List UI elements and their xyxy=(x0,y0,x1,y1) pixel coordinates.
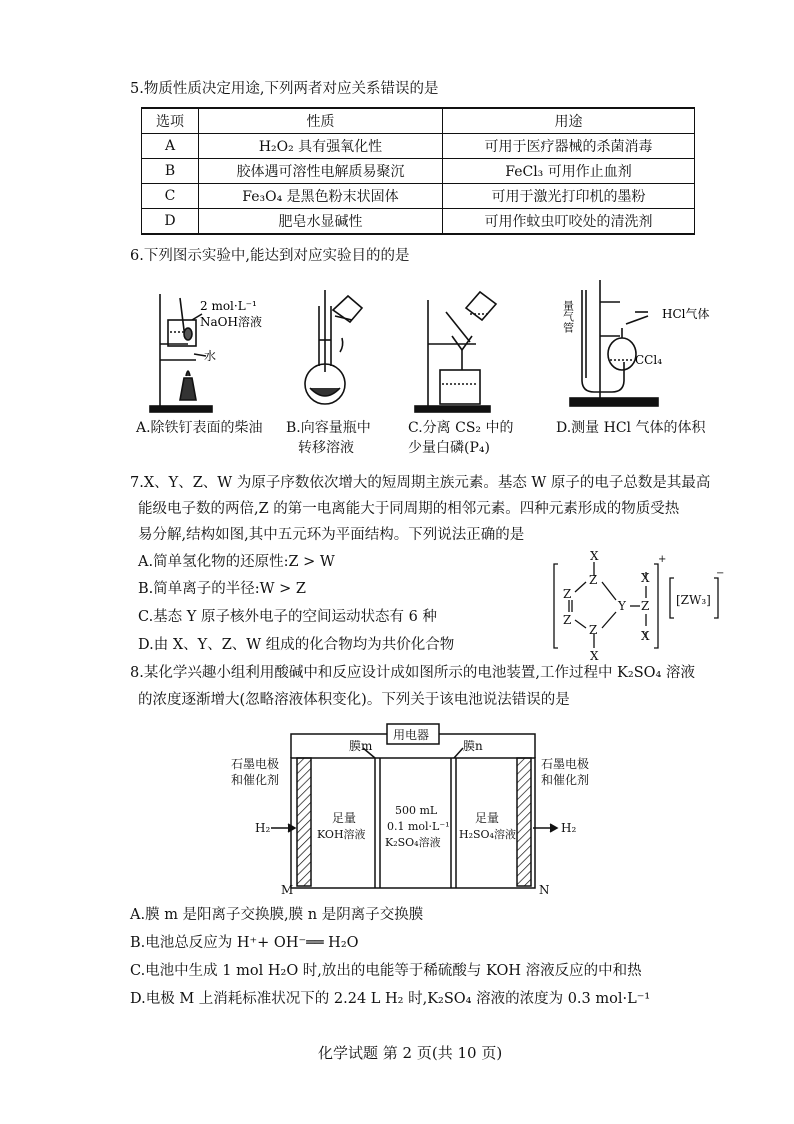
row-use: 可用于激光打印机的墨粉 xyxy=(443,184,695,209)
label-device: 用电器 xyxy=(393,728,430,742)
atom-z-left-bottom: Z xyxy=(563,613,572,627)
row-option: A xyxy=(142,134,199,159)
row-option: C xyxy=(142,184,199,209)
label-mid-solution-3: K₂SO₄溶液 xyxy=(385,836,441,849)
label-naoh-concentration: 2 mol·L⁻¹ xyxy=(200,299,257,313)
row-property: Fe₃O₄ 是黑色粉末状固体 xyxy=(199,184,443,209)
cation-charge: + xyxy=(658,554,667,565)
atom-x-top: X xyxy=(590,549,599,563)
atom-x-bottom: X xyxy=(590,649,599,663)
label-electrode-left-2: 和催化剂 xyxy=(231,773,280,787)
q7-option-c: C.基态 Y 原子核外电子的空间运动状态有 6 种 xyxy=(138,609,437,625)
q8-option-b: B.电池总反应为 H⁺+ OH⁻══ H₂O xyxy=(130,935,359,951)
q7-stem-line1: 7.X、Y、Z、W 为原子序数依次增大的短周期主族元素。基态 W 原子的电子总数是其最高 xyxy=(130,475,711,491)
caption-b-line1: B.向容量瓶中 xyxy=(286,420,371,436)
atom-z-bottom: Z xyxy=(589,623,598,637)
label-h2-out: H₂ xyxy=(561,821,577,835)
atom-z-left-top: Z xyxy=(563,587,572,601)
anion-formula: [ZW₃] xyxy=(676,593,711,607)
label-hcl-gas: HCl气体 xyxy=(662,307,710,321)
property-table xyxy=(141,107,695,235)
label-left-solution-2: KOH溶液 xyxy=(317,828,366,841)
q7-option-b: B.简单离子的半径:W > Z xyxy=(138,581,306,597)
label-h2-in: H₂ xyxy=(255,821,271,835)
label-right-solution-2: H₂SO₄溶液 xyxy=(459,828,516,841)
caption-a: A.除铁钉表面的柴油 xyxy=(136,420,263,436)
table-row xyxy=(142,134,695,159)
atom-z-top: Z xyxy=(589,573,598,587)
row-property: H₂O₂ 具有强氧化性 xyxy=(199,134,443,159)
header-option: 选项 xyxy=(142,108,199,134)
row-option: D xyxy=(142,209,199,235)
q5-stem: 5.物质性质决定用途,下列两者对应关系错误的是 xyxy=(130,81,439,97)
atom-y: Y xyxy=(618,599,626,613)
q8-option-c: C.电池中生成 1 mol H₂O 时,放出的电能等于稀硫酸与 KOH 溶液反应的中和热 xyxy=(130,963,642,979)
label-electrode-n: N xyxy=(539,883,550,897)
row-use: 可用作蚊虫叮咬处的清洗剂 xyxy=(443,209,695,235)
table-header-row xyxy=(142,108,695,134)
row-option: B xyxy=(142,159,199,184)
row-use: FeCl₃ 可用作止血剂 xyxy=(443,159,695,184)
label-left-solution-1: 足量 xyxy=(332,811,357,825)
q7-structure-figure xyxy=(550,548,725,668)
apparatus-d-illustration xyxy=(570,280,658,406)
q8-stem-line2: 的浓度逐渐增大(忽略溶液体积变化)。下列关于该电池说法错误的是 xyxy=(138,692,570,708)
anion-charge: − xyxy=(716,568,725,579)
label-ccl4: CCl₄ xyxy=(635,353,663,367)
caption-b-line2: 转移溶液 xyxy=(298,440,354,456)
apparatus-b-illustration xyxy=(305,290,362,404)
caption-c-line2: 少量白磷(P₄) xyxy=(408,440,490,456)
label-mid-solution-1: 500 mL xyxy=(395,804,438,817)
header-property: 性质 xyxy=(199,108,443,134)
page-footer: 化学试题 第 2 页(共 10 页) xyxy=(318,1044,503,1062)
atom-x-right-bottom: X xyxy=(641,629,650,643)
label-mid-solution-2: 0.1 mol·L⁻¹ xyxy=(387,820,450,833)
atom-z-right: Z xyxy=(641,599,650,613)
q7-option-a: A.简单氢化物的还原性:Z > W xyxy=(138,554,335,570)
label-naoh-solution: NaOH溶液 xyxy=(200,315,262,329)
q6-apparatus-figure xyxy=(130,280,710,420)
row-use: 可用于医疗器械的杀菌消毒 xyxy=(443,134,695,159)
label-burette: 量气管 xyxy=(561,300,575,333)
label-membrane-n: 膜n xyxy=(463,739,483,753)
row-property: 肥皂水显碱性 xyxy=(199,209,443,235)
q8-option-a: A.膜 m 是阳离子交换膜,膜 n 是阴离子交换膜 xyxy=(130,907,424,923)
q8-option-d: D.电极 M 上消耗标准状况下的 2.24 L H₂ 时,K₂SO₄ 溶液的浓度为 0.3 mol·L⁻¹ xyxy=(130,991,651,1007)
table-row xyxy=(142,184,695,209)
caption-d: D.测量 HCl 气体的体积 xyxy=(556,420,706,436)
q8-stem-line1: 8.某化学兴趣小组利用酸碱中和反应设计成如图所示的电池装置,工作过程中 K₂SO₄ 溶液 xyxy=(130,665,695,681)
table-row xyxy=(142,159,695,184)
q6-stem: 6.下列图示实验中,能达到对应实验目的的是 xyxy=(130,248,410,264)
q7-option-d: D.由 X、Y、Z、W 组成的化合物均为共价化合物 xyxy=(138,637,455,653)
label-right-solution-1: 足量 xyxy=(475,811,500,825)
caption-c-line1: C.分离 CS₂ 中的 xyxy=(408,420,514,436)
label-electrode-right-1: 石墨电极 xyxy=(541,757,590,771)
label-electrode-left-1: 石墨电极 xyxy=(231,757,280,771)
q7-stem-line2: 能级电子数的两倍,Z 的第一电离能大于同周期的相邻元素。四种元素形成的物质受热 xyxy=(138,501,680,517)
q7-stem-line3: 易分解,结构如图,其中五元环为平面结构。下列说法正确的是 xyxy=(138,527,525,543)
label-water: 水 xyxy=(204,349,217,363)
label-electrode-m: M xyxy=(281,883,294,897)
apparatus-c-illustration xyxy=(415,292,496,412)
row-property: 胶体遇可溶性电解质易聚沉 xyxy=(199,159,443,184)
label-electrode-right-2: 和催化剂 xyxy=(541,773,590,787)
table-row xyxy=(142,209,695,235)
header-use: 用途 xyxy=(443,108,695,134)
q8-cell-diagram xyxy=(225,718,605,898)
label-membrane-m: 膜m xyxy=(349,739,373,753)
atom-x-right-top: X xyxy=(641,571,650,585)
